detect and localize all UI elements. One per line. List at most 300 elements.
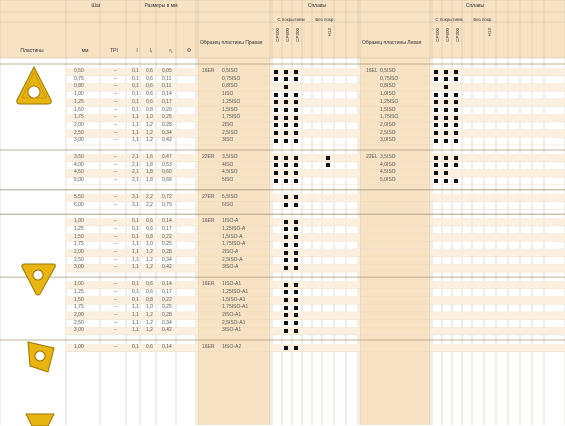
alloy-mark: [284, 108, 288, 112]
alloy-mark: [274, 171, 278, 175]
left-name: 0,8ISO: [380, 83, 396, 90]
dim-l: 1,1: [132, 304, 139, 311]
alloy-mark: [294, 220, 298, 224]
header-coated-right: С покрытием: [277, 17, 305, 22]
alloy-mark: [434, 77, 438, 81]
alloy-mark: [434, 139, 438, 143]
dim-l1: 0,6: [146, 83, 153, 90]
pitch-tpi: –: [114, 319, 117, 326]
dim-r: 0,14: [162, 344, 172, 350]
alloy-mark: [294, 266, 298, 270]
alloy-mark: [274, 93, 278, 97]
dim-l: 3,1: [132, 201, 139, 208]
alloy-mark: [444, 100, 448, 104]
pitch-tpi: –: [114, 225, 117, 232]
alloy-mark: [294, 227, 298, 231]
dim-l1: 1,8: [146, 177, 153, 184]
dim-l1: 0,6: [146, 75, 153, 82]
right-name: 1,75ISO-A: [222, 241, 246, 248]
dim-r: 0,28: [162, 311, 172, 318]
right-name: 2ISO-A1: [222, 311, 242, 318]
table-row: [66, 202, 565, 209]
alloy-mark: [434, 179, 438, 183]
pitch-tpi: –: [114, 264, 117, 271]
pitch-mm: 0,50: [74, 68, 84, 74]
alloy-mark: [454, 179, 458, 183]
left-name: 2,0ISO: [380, 121, 396, 128]
alloy-col-left-cp500: CP500: [435, 28, 440, 42]
alloy-mark: [444, 116, 448, 120]
table-row: [66, 249, 565, 256]
table-row: [66, 312, 565, 319]
table-row: [66, 344, 565, 351]
pitch-mm: 1,00: [74, 344, 84, 350]
alloy-mark: [284, 329, 288, 333]
table-row: [66, 154, 565, 161]
header-alloys-right: Сплавы: [307, 3, 327, 9]
dim-l: 1,1: [132, 256, 139, 263]
alloy-mark: [284, 139, 288, 143]
table-row: [66, 257, 565, 264]
right-name: 3,5ISO: [222, 154, 238, 160]
dim-l1: 0,6: [146, 281, 153, 288]
alloy-mark: [294, 93, 298, 97]
left-name: 4,5ISO: [380, 169, 396, 176]
header-dim-l: l: [136, 48, 138, 54]
alloy-mark: [284, 163, 288, 167]
alloy-mark: [326, 163, 330, 167]
triangle-insert-a2-icon: [22, 412, 58, 426]
right-name: 0,75ISO: [222, 75, 241, 82]
dim-l1: 1,8: [146, 161, 153, 168]
right-name: 3ISO-A1: [222, 327, 242, 334]
alloy-mark: [294, 258, 298, 262]
alloy-mark: [284, 298, 288, 302]
alloy-mark: [284, 195, 288, 199]
alloy-mark: [454, 108, 458, 112]
dim-r: 0,34: [162, 129, 172, 136]
alloy-mark: [284, 116, 288, 120]
dim-l1: 1,2: [146, 319, 153, 326]
pitch-mm: 0,75: [74, 75, 84, 82]
pitch-mm: 5,50: [74, 193, 84, 200]
alloy-mark: [274, 77, 278, 81]
pitch-mm: 1,75: [74, 304, 84, 311]
alloy-mark: [294, 313, 298, 317]
pitch-tpi: –: [114, 75, 117, 82]
alloy-mark: [284, 156, 288, 160]
alloy-mark: [444, 131, 448, 135]
header-dims: Размеры в мм: [144, 3, 178, 9]
pitch-mm: 1,25: [74, 98, 84, 105]
right-name: 0,5ISO: [222, 68, 238, 74]
alloy-mark: [284, 251, 288, 255]
dim-l1: 1,2: [146, 137, 153, 144]
alloy-mark: [294, 70, 298, 74]
dim-l1: 1,0: [146, 114, 153, 121]
dim-r: 0,28: [162, 121, 172, 128]
alloy-mark: [284, 306, 288, 310]
alloy-mark: [294, 156, 298, 160]
table-row: [66, 83, 565, 90]
alloy-mark: [444, 139, 448, 143]
alloy-mark: [294, 123, 298, 127]
right-name: 1,5ISO-A1: [222, 296, 246, 303]
right-name: 0,8ISO: [222, 83, 238, 90]
left-name: 0,75ISO: [380, 75, 399, 82]
table-row: [66, 68, 565, 75]
header-mm: мм: [81, 48, 89, 54]
pitch-mm: 4,50: [74, 169, 84, 176]
dim-r: 0,14: [162, 281, 172, 288]
pitch-tpi: –: [114, 296, 117, 303]
dim-l1: 2,2: [146, 201, 153, 208]
left-name: 5,0ISO: [380, 177, 396, 184]
pitch-mm: 0,80: [74, 83, 84, 90]
right-name: 1,25ISO-A: [222, 225, 246, 232]
alloy-col-right-cp600: CP600: [285, 28, 290, 42]
pitch-tpi: –: [114, 98, 117, 105]
right-code: 22ER: [202, 154, 215, 160]
right-name: 1,5ISO: [222, 106, 238, 113]
alloy-mark: [434, 156, 438, 160]
table-row: [66, 289, 565, 296]
pitch-tpi: –: [114, 344, 117, 350]
left-name: 3,0ISO: [380, 137, 396, 144]
dim-l: 0,1: [132, 106, 139, 113]
right-name: 2ISO: [222, 121, 234, 128]
pitch-mm: 5,00: [74, 177, 84, 184]
alloy-mark: [454, 163, 458, 167]
alloy-mark: [454, 93, 458, 97]
dim-l1: 0,6: [146, 98, 153, 105]
alloy-mark: [294, 116, 298, 120]
pitch-mm: 3,50: [74, 154, 84, 160]
alloy-mark: [294, 346, 298, 350]
dim-l1: 1,2: [146, 264, 153, 271]
left-code: 16EL: [366, 68, 378, 74]
dim-r: 0,25: [162, 241, 172, 248]
alloy-mark: [274, 116, 278, 120]
alloy-mark: [294, 108, 298, 112]
alloy-mark: [444, 171, 448, 175]
alloy-mark: [284, 123, 288, 127]
alloy-mark: [294, 306, 298, 310]
dim-r: 0,42: [162, 264, 172, 271]
dim-r: 0,28: [162, 249, 172, 255]
alloy-mark: [444, 179, 448, 183]
left-name: 1,75ISO: [380, 114, 399, 121]
table-row: [66, 264, 565, 271]
pitch-mm: 1,00: [74, 281, 84, 288]
dim-l: 1,1: [132, 121, 139, 128]
alloy-mark: [284, 203, 288, 207]
table-row: [66, 99, 565, 106]
alloy-col-left-h13: H13: [487, 28, 492, 37]
dim-l1: 0,6: [146, 91, 153, 98]
alloy-mark: [284, 290, 288, 294]
dim-r: 0,60: [162, 169, 172, 176]
dim-l1: 1,2: [146, 121, 153, 128]
alloy-col-left-cp600: CP600: [445, 28, 450, 42]
dim-r: 0,05: [162, 68, 172, 74]
dim-l1: 0,6: [146, 225, 153, 232]
left-name: 2,5ISO: [380, 129, 396, 136]
header-alloys-left: Сплавы: [465, 3, 485, 9]
alloy-mark: [274, 139, 278, 143]
alloy-mark: [434, 70, 438, 74]
alloy-mark: [294, 203, 298, 207]
alloy-mark: [284, 131, 288, 135]
pitch-tpi: –: [114, 249, 117, 255]
pitch-tpi: –: [114, 121, 117, 128]
dim-l: 0,1: [132, 281, 139, 288]
dim-r: 0,11: [162, 75, 172, 82]
alloy-mark: [444, 93, 448, 97]
pitch-mm: 3,00: [74, 264, 84, 271]
pitch-tpi: –: [114, 327, 117, 334]
alloy-mark: [294, 77, 298, 81]
alloy-mark: [444, 123, 448, 127]
dim-l: 3,1: [132, 193, 139, 200]
alloy-mark: [294, 100, 298, 104]
dim-l1: 0,8: [146, 233, 153, 240]
dim-l1: 1,2: [146, 256, 153, 263]
alloy-mark: [284, 171, 288, 175]
table-row: [66, 234, 565, 241]
dim-l1: 2,2: [146, 193, 153, 200]
right-name: 1,25ISO-A1: [222, 288, 249, 295]
dim-l1: 1,2: [146, 311, 153, 318]
dim-l1: 1,2: [146, 129, 153, 136]
alloy-mark: [444, 70, 448, 74]
right-name: 1ISO-A: [222, 218, 239, 225]
right-name: 1,25ISO: [222, 98, 241, 105]
header-tpi: TPI: [110, 48, 118, 54]
alloy-mark: [284, 243, 288, 247]
dim-l1: 1,2: [146, 327, 153, 334]
alloy-mark: [284, 346, 288, 350]
dim-r: 0,79: [162, 201, 172, 208]
alloy-mark: [454, 116, 458, 120]
right-name: 2,5ISO-A1: [222, 319, 246, 326]
pitch-mm: 2,50: [74, 256, 84, 263]
alloy-mark: [284, 100, 288, 104]
right-code: 16ER: [202, 281, 215, 288]
alloy-mark: [284, 321, 288, 325]
alloy-mark: [284, 227, 288, 231]
pitch-tpi: –: [114, 161, 117, 168]
left-code: 22EL: [366, 154, 378, 160]
pitch-tpi: –: [114, 281, 117, 288]
alloy-mark: [284, 235, 288, 239]
dim-l1: 0,6: [146, 344, 153, 350]
header-dim-r: r₁: [169, 48, 173, 54]
header-uncoated-right: Без покр.: [315, 17, 335, 22]
pitch-mm: 2,00: [74, 311, 84, 318]
right-name: 1ISO: [222, 91, 234, 98]
dim-l: 1,1: [132, 241, 139, 248]
dim-l: 0,1: [132, 296, 139, 303]
dim-l: 0,1: [132, 91, 139, 98]
pitch-tpi: –: [114, 91, 117, 98]
header-pitch: Шаг: [91, 3, 101, 9]
alloy-mark: [284, 179, 288, 183]
right-name: 6ISO: [222, 201, 234, 208]
alloy-mark: [294, 283, 298, 287]
pitch-mm: 1,50: [74, 106, 84, 113]
dim-l1: 0,8: [146, 296, 153, 303]
dim-r: 0,20: [162, 106, 172, 113]
alloy-mark: [274, 70, 278, 74]
pitch-mm: 1,75: [74, 114, 84, 121]
pitch-tpi: –: [114, 218, 117, 225]
dim-r: 0,22: [162, 233, 172, 240]
table-row: [66, 241, 565, 248]
dim-l: 2,1: [132, 169, 139, 176]
dim-l: 2,1: [132, 154, 139, 160]
pitch-tpi: –: [114, 83, 117, 90]
alloy-mark: [434, 108, 438, 112]
alloy-mark: [294, 329, 298, 333]
right-name: 1ISO-A1: [222, 281, 242, 288]
alloy-mark: [284, 258, 288, 262]
dim-l1: 0,6: [146, 68, 153, 74]
right-name: 5,5ISO: [222, 193, 238, 200]
header-dim-phi: Φ: [187, 48, 191, 54]
alloy-mark: [444, 77, 448, 81]
triangle-insert-a1-icon: [22, 336, 58, 376]
dim-l1: 1,0: [146, 304, 153, 311]
right-name: 2,5ISO: [222, 129, 238, 136]
dim-l1: 1,2: [146, 249, 153, 255]
pitch-mm: 3,00: [74, 137, 84, 144]
dim-l: 2,1: [132, 177, 139, 184]
pitch-mm: 1,50: [74, 233, 84, 240]
alloy-mark: [274, 100, 278, 104]
left-name: 1,5ISO: [380, 106, 396, 113]
table-row: [66, 304, 565, 311]
alloy-mark: [434, 93, 438, 97]
table-row: [66, 162, 565, 169]
alloy-mark: [434, 100, 438, 104]
right-name: 3ISO-A: [222, 264, 239, 271]
table-row: [66, 327, 565, 334]
dim-l: 0,1: [132, 75, 139, 82]
dim-r: 0,25: [162, 114, 172, 121]
pitch-tpi: –: [114, 241, 117, 248]
table-row: [66, 320, 565, 327]
dim-r: 0,72: [162, 193, 172, 200]
pitch-tpi: –: [114, 114, 117, 121]
alloy-mark: [294, 321, 298, 325]
pitch-tpi: –: [114, 193, 117, 200]
left-name: 3,5ISO: [380, 154, 396, 160]
pitch-tpi: –: [114, 201, 117, 208]
header-uncoated-left: Без покр.: [473, 17, 493, 22]
dim-r: 0,42: [162, 137, 172, 144]
right-name: 1,75ISO-A1: [222, 304, 249, 311]
right-name: 1,75ISO: [222, 114, 241, 121]
header-dim-l1: l₁: [149, 48, 153, 54]
alloy-mark: [294, 243, 298, 247]
alloy-mark: [294, 195, 298, 199]
alloy-mark: [326, 156, 330, 160]
dim-r: 0,47: [162, 154, 172, 160]
dim-r: 0,25: [162, 304, 172, 311]
right-code: 27ER: [202, 193, 215, 200]
dim-l: 0,1: [132, 344, 139, 350]
header-coated-left: С покрытием: [435, 17, 463, 22]
table-row: [66, 130, 565, 137]
left-name: 1,0ISO: [380, 91, 396, 98]
dim-r: 0,14: [162, 91, 172, 98]
pitch-tpi: –: [114, 129, 117, 136]
pitch-mm: 1,00: [74, 91, 84, 98]
dim-l: 1,1: [132, 327, 139, 334]
alloy-mark: [294, 131, 298, 135]
alloy-mark: [434, 116, 438, 120]
dim-l: 1,1: [132, 129, 139, 136]
table-row: [66, 76, 565, 83]
header-left-sample: Образец пластины Левая: [362, 40, 422, 46]
dim-l: 0,1: [132, 225, 139, 232]
table-row: [66, 114, 565, 121]
right-code: 16ER: [202, 218, 215, 225]
dim-r: 0,17: [162, 225, 172, 232]
pitch-mm: 1,25: [74, 225, 84, 232]
alloy-mark: [294, 139, 298, 143]
alloy-mark: [444, 156, 448, 160]
dim-l: 0,1: [132, 218, 139, 225]
dim-l: 1,1: [132, 319, 139, 326]
alloy-mark: [434, 123, 438, 127]
alloy-mark: [284, 266, 288, 270]
dim-l: 1,1: [132, 264, 139, 271]
alloy-mark: [284, 85, 288, 89]
pitch-mm: 1,75: [74, 241, 84, 248]
left-name: 0,5ISO: [380, 68, 396, 74]
pitch-mm: 2,00: [74, 121, 84, 128]
dim-l: 1,1: [132, 249, 139, 255]
dim-l: 1,1: [132, 114, 139, 121]
alloy-mark: [294, 179, 298, 183]
table-row: [66, 169, 565, 176]
dim-l1: 1,8: [146, 169, 153, 176]
alloy-mark: [294, 163, 298, 167]
right-name: 3ISO: [222, 137, 234, 144]
right-name: 5ISO: [222, 177, 234, 184]
alloy-mark: [284, 313, 288, 317]
dim-l: 0,1: [132, 288, 139, 295]
triangle-insert-icon: [14, 64, 54, 110]
alloy-mark: [284, 93, 288, 97]
alloy-mark: [274, 123, 278, 127]
table-row: [66, 137, 565, 144]
alloy-mark: [454, 77, 458, 81]
alloy-mark: [294, 290, 298, 294]
pitch-tpi: –: [114, 154, 117, 160]
dim-l: 0,1: [132, 98, 139, 105]
pitch-mm: 1,50: [74, 296, 84, 303]
dim-r: 0,34: [162, 319, 172, 326]
right-name: 2ISO-A: [222, 249, 239, 255]
alloy-mark: [284, 77, 288, 81]
alloy-mark: [274, 108, 278, 112]
table-row: [66, 218, 565, 225]
dim-l1: 0,8: [146, 106, 153, 113]
alloy-mark: [284, 70, 288, 74]
